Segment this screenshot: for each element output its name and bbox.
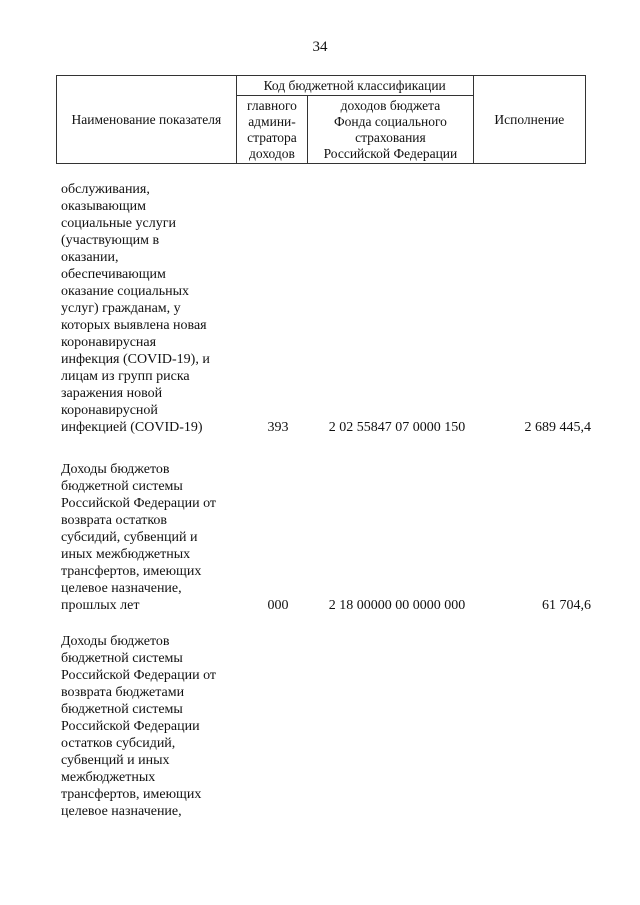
- row-name-line: Российской Федерации: [61, 719, 200, 734]
- page-number: 34: [312, 39, 328, 55]
- row-name-line: оказывающим: [61, 199, 146, 214]
- row-admin-code: 000: [267, 598, 289, 613]
- header-income-line: Фонда социального: [333, 113, 447, 129]
- row-name-line: обеспечивающим: [61, 267, 166, 282]
- row-name-line: оказании,: [61, 250, 119, 265]
- row-name-line: бюджетной системы: [61, 702, 183, 717]
- table-header: [56, 75, 586, 164]
- header-income-line: доходов бюджета: [340, 97, 441, 113]
- row-name-line: возврата бюджетами: [61, 685, 185, 700]
- row-name-line: прошлых лет: [61, 598, 140, 613]
- row-name-line: целевое назначение,: [61, 804, 182, 819]
- header-admin-line: стратора: [247, 129, 297, 145]
- row-name-line: инфекция (COVID-19), и: [61, 352, 210, 367]
- row-name: [61, 181, 241, 436]
- row-name-line: Доходы бюджетов: [61, 462, 170, 477]
- row-name-line: обслуживания,: [61, 182, 150, 197]
- header-execution-label: Исполнение: [494, 111, 565, 127]
- header-admin-line: доходов: [249, 145, 295, 161]
- row-name-line: остатков субсидий,: [61, 736, 176, 751]
- header-admin-line: главного: [247, 97, 297, 113]
- row-name-line: субвенций и иных: [61, 753, 170, 768]
- row-name-line: которых выявлена новая: [61, 318, 207, 333]
- row-name-line: коронавирусной: [61, 403, 158, 418]
- row-name-line: услуг) гражданам, у: [61, 301, 181, 316]
- row-name-line: целевое назначение,: [61, 581, 182, 596]
- header-group-cell: [236, 76, 473, 96]
- row-income-code: 2 18 00000 00 0000 000: [328, 598, 466, 613]
- row-name-line: коронавирусная: [61, 335, 157, 350]
- table-row: [61, 181, 591, 436]
- row-name-line: бюджетной системы: [61, 479, 183, 494]
- row-name-line: субсидий, субвенций и: [61, 530, 198, 545]
- row-execution-value: 2 689 445,4: [524, 420, 591, 435]
- row-name-line: Российской Федерации от: [61, 496, 217, 511]
- header-income-cell: [308, 96, 473, 164]
- row-execution-value: 61 704,6: [542, 598, 591, 613]
- row-name-line: трансфертов, имеющих: [61, 787, 202, 802]
- header-group-label: Код бюджетной классификации: [263, 77, 446, 93]
- row-name-line: возврата остатков: [61, 513, 168, 528]
- header-name-cell: [57, 76, 237, 164]
- row-name-line: инфекцией (COVID-19): [61, 420, 203, 435]
- row-name-line: заражения новой: [61, 386, 163, 401]
- table-row: [61, 633, 591, 820]
- row-income-code: 2 02 55847 07 0000 150: [328, 420, 466, 435]
- row-name: [61, 461, 241, 614]
- row-name-line: оказание социальных: [61, 284, 190, 299]
- row-name-line: (участвующим в: [61, 233, 160, 248]
- row-name-line: социальные услуги: [61, 216, 176, 231]
- row-name-line: Доходы бюджетов: [61, 634, 170, 649]
- row-name-line: лицам из групп риска: [61, 369, 190, 384]
- row-name-line: трансфертов, имеющих: [61, 564, 202, 579]
- header-admin-cell: [236, 96, 307, 164]
- header-income-line: Российской Федерации: [323, 145, 458, 161]
- header-admin-line: админи-: [248, 113, 296, 129]
- table-row: [61, 461, 591, 614]
- header-execution-cell: [473, 76, 585, 164]
- row-name-line: бюджетной системы: [61, 651, 183, 666]
- row-name: [61, 633, 241, 820]
- header-name-label: Наименование показателя: [71, 111, 222, 127]
- row-admin-code: 393: [267, 420, 289, 435]
- row-name-line: Российской Федерации от: [61, 668, 217, 683]
- row-name-line: межбюджетных: [61, 770, 156, 785]
- row-name-line: иных межбюджетных: [61, 547, 191, 562]
- header-income-line: страхования: [355, 129, 426, 145]
